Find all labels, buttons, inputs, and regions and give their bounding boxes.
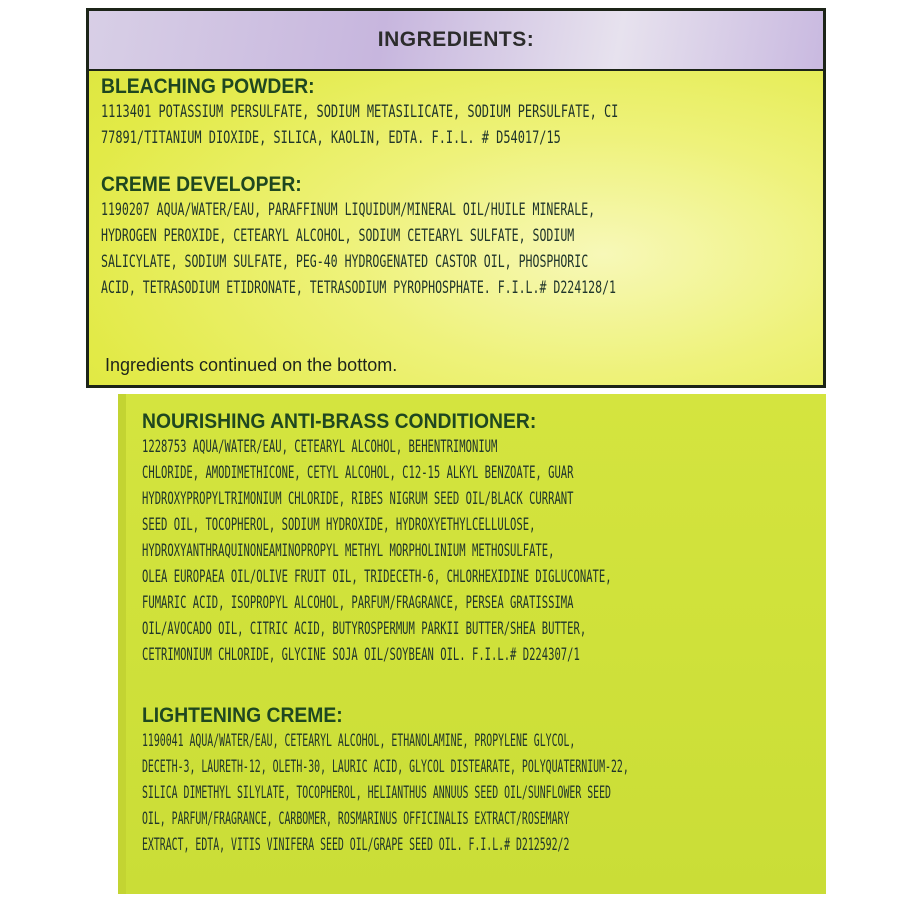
lightening-creme-text (142, 728, 629, 858)
conditioner-section (142, 410, 899, 668)
ingredient-line: 77891/TITANIUM DIOXIDE, SILICA, KAOLIN, EDTA. F.I.L. # D54017/15 (101, 128, 561, 148)
ingredient-line: 1113401 POTASSIUM PERSULFATE, SODIUM METASILICATE, SODIUM PERSULFATE, CI (101, 102, 619, 122)
ingredients-header (89, 11, 823, 71)
ingredient-line: 1228753 AQUA/WATER/EAU, CETEARYL ALCOHOL, BEHENTRIMONIUM (142, 437, 498, 457)
creme-developer-section (101, 173, 858, 301)
continued-note: Ingredients continued on the bottom. (105, 355, 398, 375)
lightening-creme-title: LIGHTENING CREME: (142, 704, 343, 727)
ingredient-line: OIL, PARFUM/FRAGRANCE, CARBOMER, ROSMARINUS OFFICINALIS EXTRACT/ROSEMARY (142, 809, 570, 829)
ingredient-line: OLEA EUROPAEA OIL/OLIVE FRUIT OIL, TRIDECETH-6, CHLORHEXIDINE DIGLUCONATE, (142, 567, 612, 587)
ingredient-line: HYDROGEN PEROXIDE, CETEARYL ALCOHOL, SODIUM CETEARYL SULFATE, SODIUM (101, 226, 575, 246)
bleaching-powder-section (101, 75, 838, 151)
conditioner-title: NOURISHING ANTI-BRASS CONDITIONER: (142, 410, 537, 433)
ingredient-line: 1190041 AQUA/WATER/EAU, CETEARYL ALCOHOL, ETHANOLAMINE, PROPYLENE GLYCOL, (142, 731, 576, 751)
creme-developer-title: CREME DEVELOPER: (101, 173, 302, 196)
creme-developer-text (101, 197, 616, 301)
ingredient-line: CHLORIDE, AMODIMETHICONE, CETYL ALCOHOL, C12-15 ALKYL BENZOATE, GUAR (142, 463, 574, 483)
ingredients-title: INGREDIENTS: (377, 28, 535, 51)
panel-edge-shade (118, 394, 126, 894)
ingredient-line: CETRIMONIUM CHLORIDE, GLYCINE SOJA OIL/SOYBEAN OIL. F.I.L.# D224307/1 (142, 645, 580, 665)
conditioner-text (142, 434, 612, 668)
ingredients-panel-top (86, 8, 826, 388)
ingredient-line: FUMARIC ACID, ISOPROPYL ALCOHOL, PARFUM/FRAGRANCE, PERSEA GRATISSIMA (142, 593, 574, 613)
ingredient-line: HYDROXYPROPYLTRIMONIUM CHLORIDE, RIBES NIGRUM SEED OIL/BLACK CURRANT (142, 489, 574, 509)
ingredient-line: SEED OIL, TOCOPHEROL, SODIUM HYDROXIDE, HYDROXYETHYLCELLULOSE, (142, 515, 536, 535)
ingredient-line: 1190207 AQUA/WATER/EAU, PARAFFINUM LIQUIDUM/MINERAL OIL/HUILE MINERALE, (101, 200, 596, 220)
ingredient-line: OIL/AVOCADO OIL, CITRIC ACID, BUTYROSPERMUM PARKII BUTTER/SHEA BUTTER, (142, 619, 587, 639)
ingredients-panel-bottom (118, 394, 826, 894)
ingredient-line: SALICYLATE, SODIUM SULFATE, PEG-40 HYDROGENATED CASTOR OIL, PHOSPHORIC (101, 252, 589, 272)
lightening-creme-section (142, 704, 900, 858)
bleaching-powder-text (101, 99, 618, 151)
ingredient-line: DECETH-3, LAURETH-12, OLETH-30, LAURIC ACID, GLYCOL DISTEARATE, POLYQUATERNIUM-22, (142, 757, 629, 777)
ingredient-line: SILICA DIMETHYL SILYLATE, TOCOPHEROL, HELIANTHUS ANNUUS SEED OIL/SUNFLOWER SEED (142, 783, 611, 803)
bleaching-powder-title: BLEACHING POWDER: (101, 75, 315, 98)
ingredient-line: EXTRACT, EDTA, VITIS VINIFERA SEED OIL/GRAPE SEED OIL. F.I.L.# D212592/2 (142, 835, 570, 855)
ingredient-line: HYDROXYANTHRAQUINONEAMINOPROPYL METHYL MORPHOLINIUM METHOSULFATE, (142, 541, 555, 561)
ingredient-line: ACID, TETRASODIUM ETIDRONATE, TETRASODIUM PYROPHOSPHATE. F.I.L.# D224128/1 (101, 278, 617, 298)
